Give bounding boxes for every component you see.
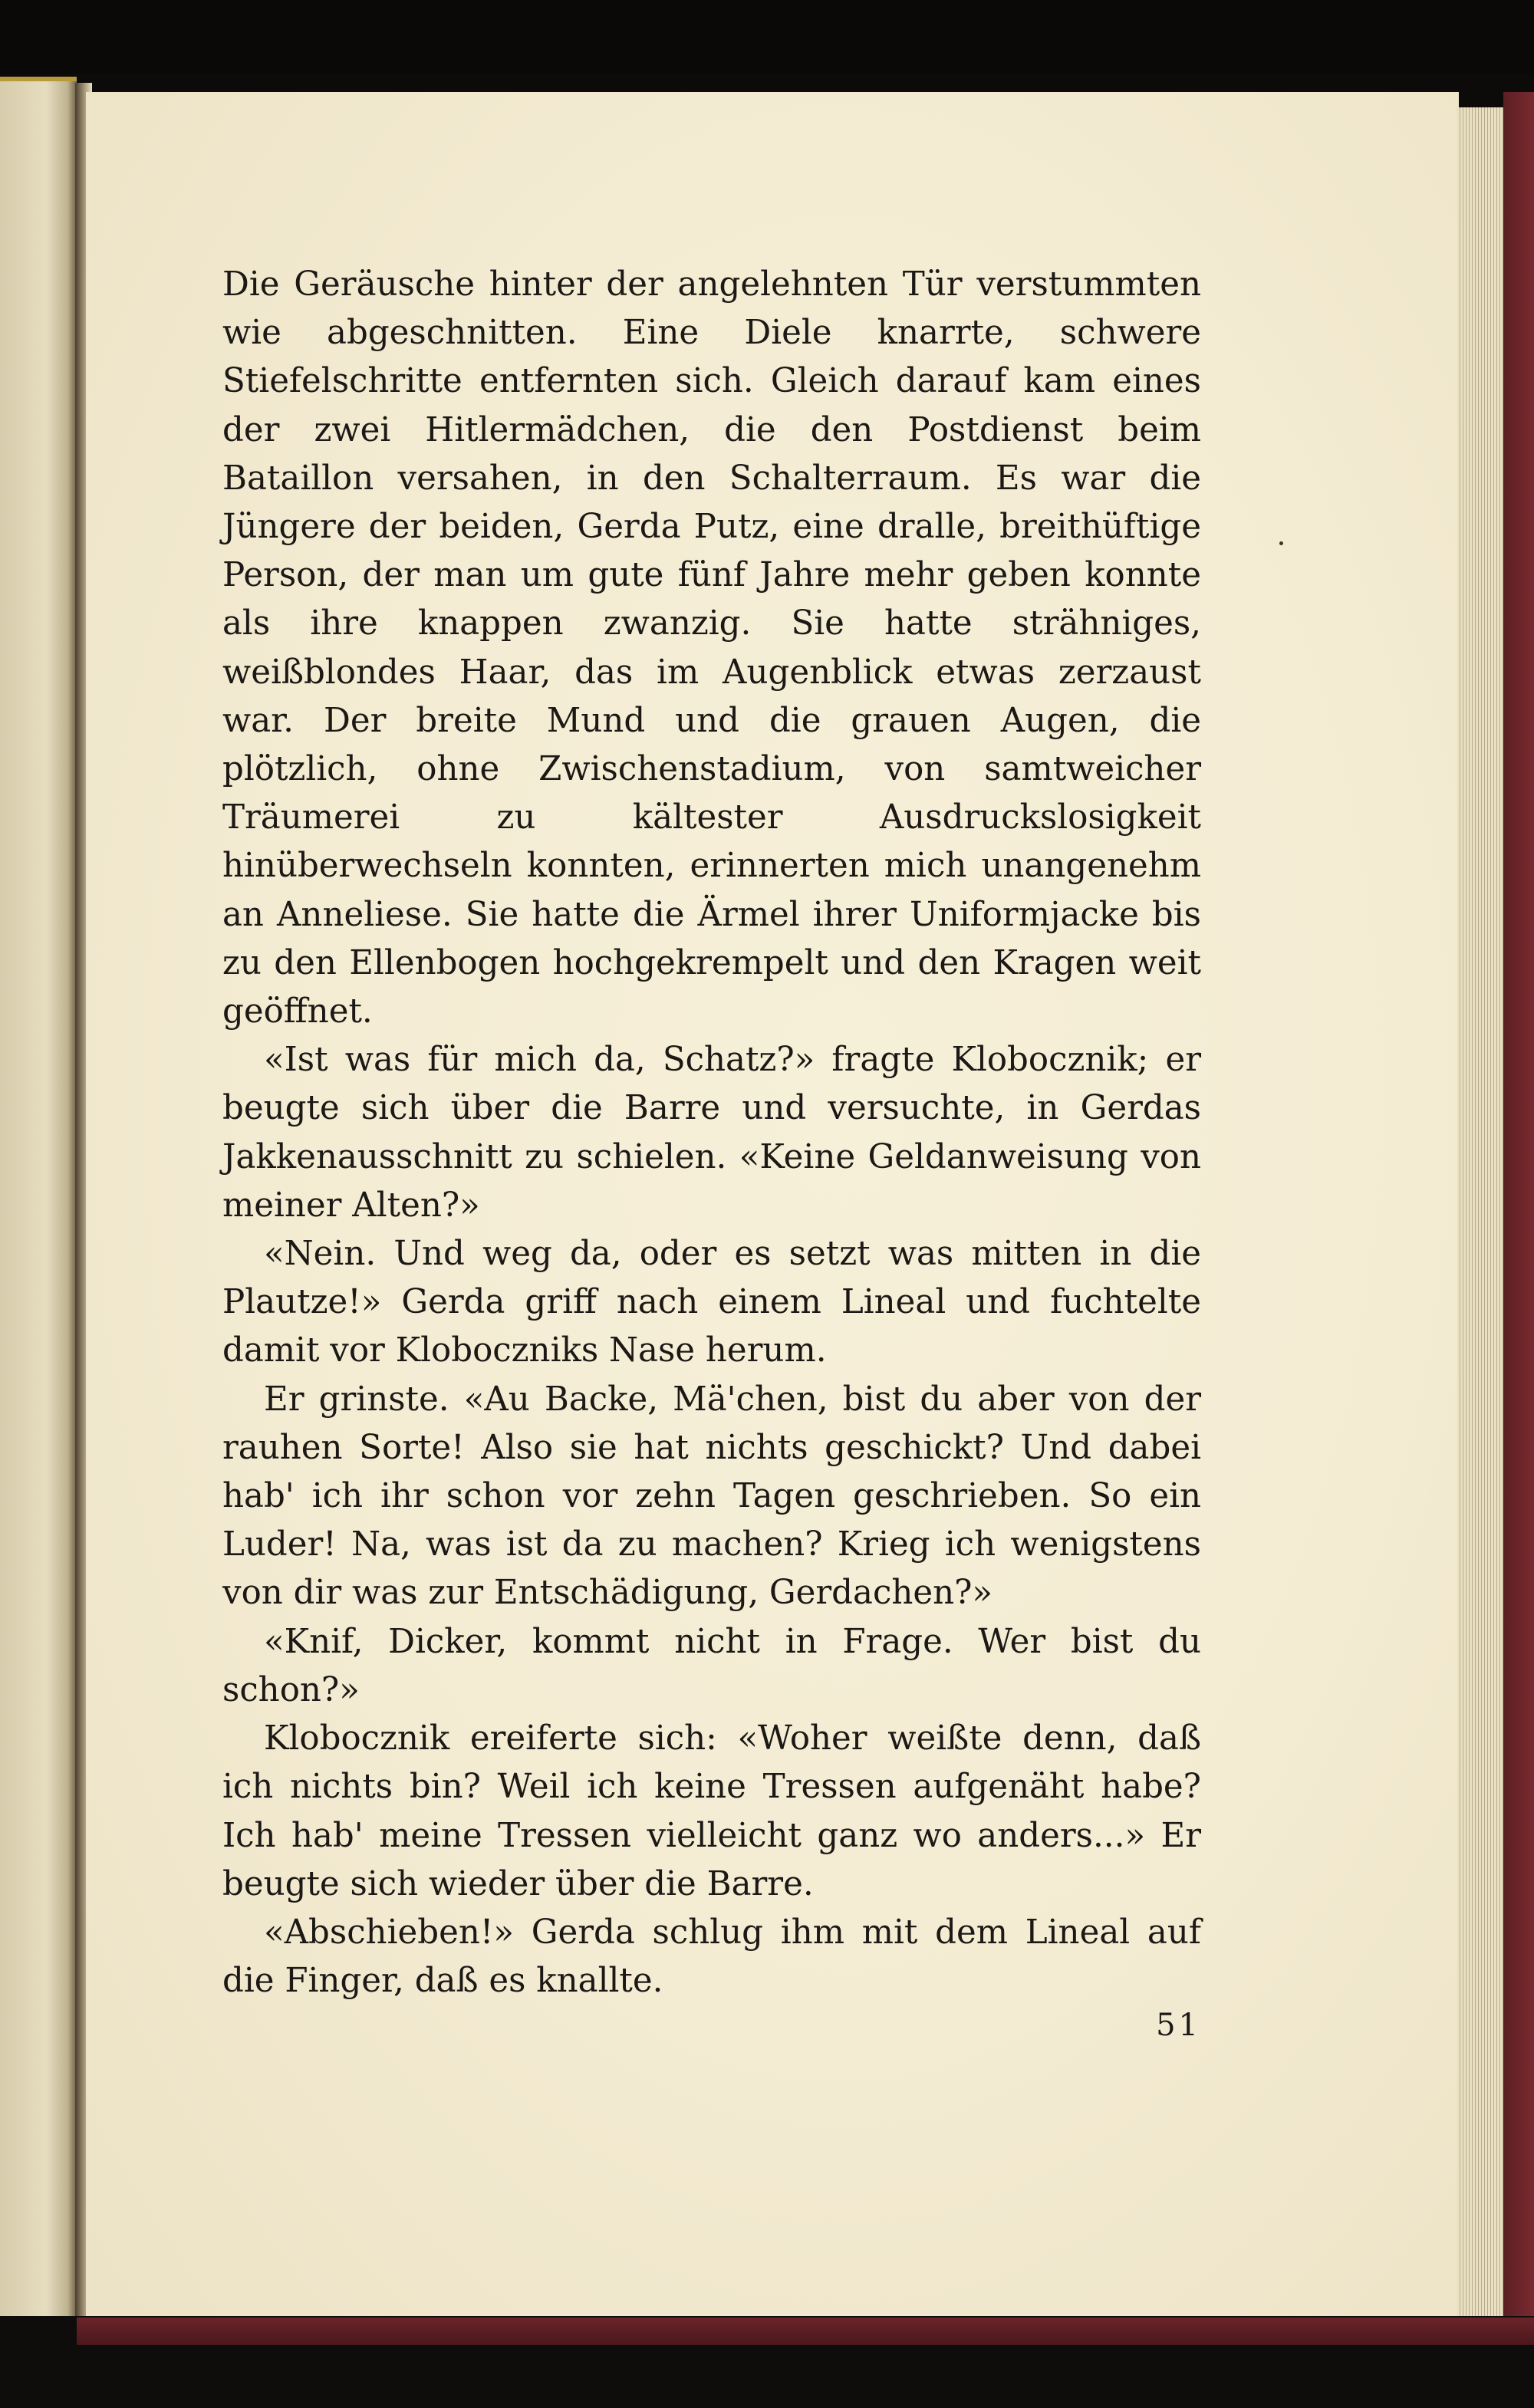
paragraph: Die Geräusche hinter der angelehnten Tür verstummten wie abgeschnitten. Eine Diele knarrte, schwere Stiefelschritte entfernten sich. Gleich darauf kam eines der zwei Hitlermädchen, die den Postdienst beim Bataillon versahen, in den Schalterraum. Es war die Jüngere der beiden, Gerda Putz, eine dralle, breithüftige Person, der man um gute fünf Jahre mehr geben konnte als ihre knappen zwanzig. Sie hatte strähniges, weißblondes Haar, das im Augenblick etwas zerzaust war. Der breite Mund und die grauen Augen, die plötzlich, ohne Zwischenstadium, von samtweicher Träumerei zu kältester Ausdruckslosigkeit hinüberwechseln konnten, erinnerten mich unangenehm an Anneliese. Sie hatte die Ärmel ihrer Uniformjacke bis zu den Ellenbogen hochgekrempelt und den Kragen weit geöffnet. xyxy=(222,265,1201,1031)
page-number: 51 xyxy=(1156,2008,1201,2043)
paragraph: «Knif, Dicker, kommt nicht in Frage. Wer bist du schon?» xyxy=(222,1622,1201,1709)
paragraph: Klobocznik ereiferte sich: «Woher weißte denn, daß ich nichts bin? Weil ich keine Tressen aufgenäht habe? Ich hab' meine Tressen vielleicht ganz wo anders...» Er beugte sich wieder über die Barre. xyxy=(222,1719,1201,1903)
scan-background-top xyxy=(0,0,1534,74)
paragraph: Er grinste. «Au Backe, Mä'chen, bist du aber von der rauhen Sorte! Also sie hat nichts geschickt? Und dabei hab' ich ihr schon vor zehn Tagen geschrieben. So ein Luder! Na, was ist da zu machen? Krieg ich wenigstens von dir was zur Entschädigung, Gerdachen?» xyxy=(222,1380,1201,1613)
book-cover-bottom xyxy=(77,2318,1534,2345)
left-page-edge xyxy=(0,77,77,2351)
paragraph: «Nein. Und weg da, oder es setzt was mitten in die Plautze!» Gerda griff nach einem Lineal und fuchtelte damit vor Kloboczniks Nase herum. xyxy=(222,1235,1201,1370)
page-edges xyxy=(1457,107,1505,2316)
paragraph: «Ist was für mich da, Schatz?» fragte Klobocznik; er beugte sich über die Barre und versuchte, in Gerdas Jakkenausschnitt zu schielen. «Keine Geldanweisung von meiner Alten?» xyxy=(222,1041,1201,1225)
body-text xyxy=(222,261,1201,2005)
paper-speck xyxy=(1279,541,1283,545)
paragraph: «Abschieben!» Gerda schlug ihm mit dem Lineal auf die Finger, daß es knallte. xyxy=(222,1913,1201,2001)
book-cover-right xyxy=(1503,92,1534,2347)
